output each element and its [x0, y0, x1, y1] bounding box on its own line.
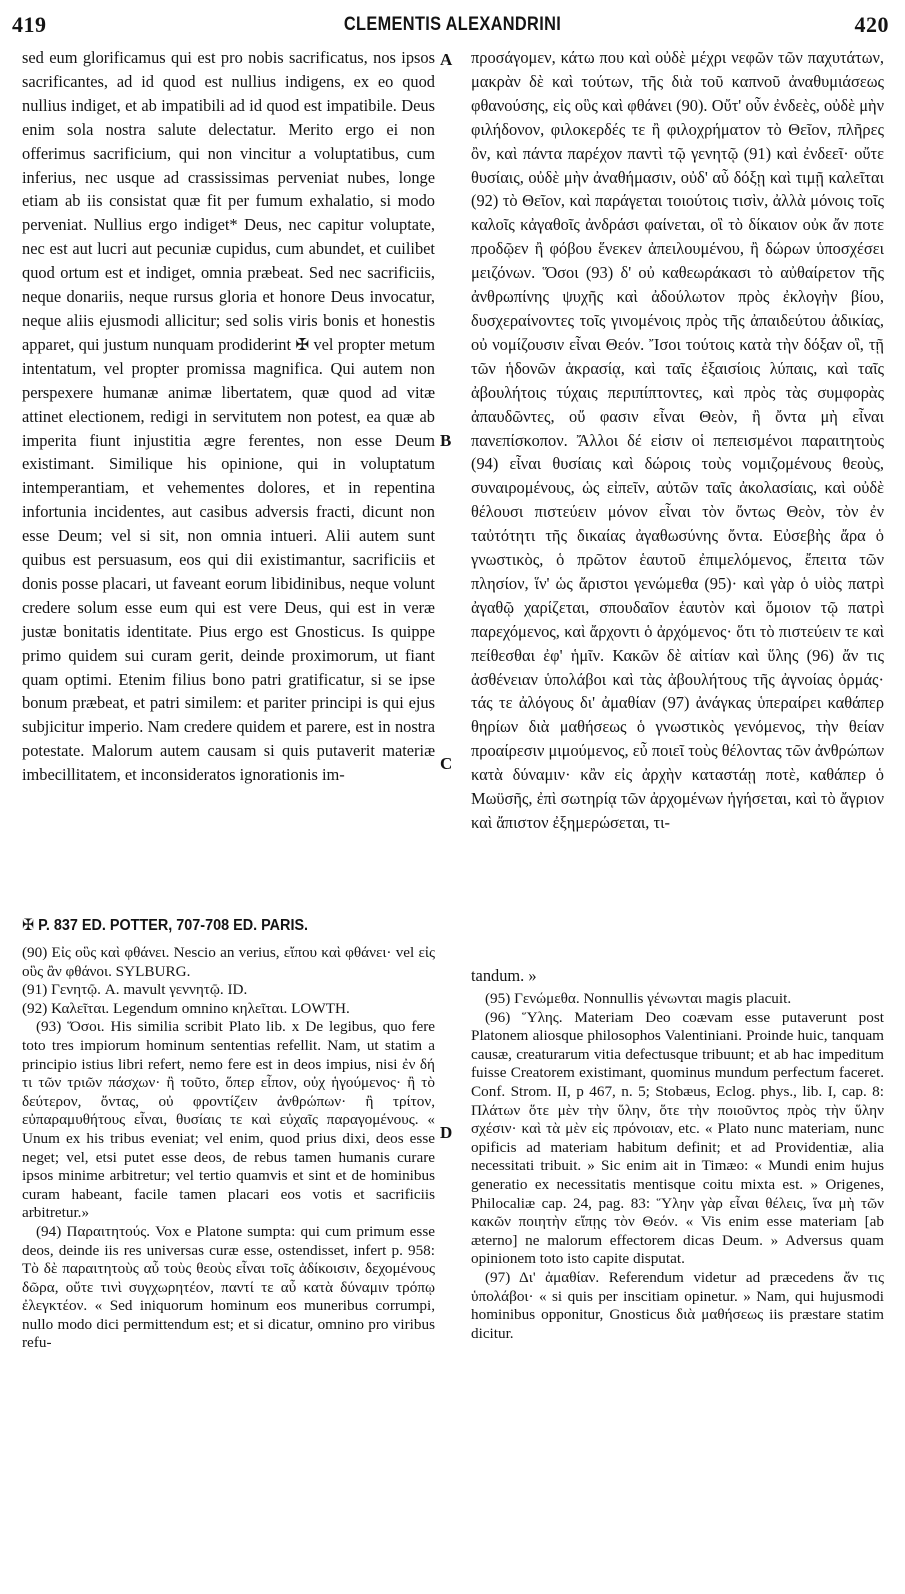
footnote-93: (93) Ὅσοι. His similia scribit Plato lib. x De legibus, quo fere toto tres impiorum hominum sententias refellit. Nam, ut statim a principio istius libri refert, nemo fere est in deos impius, nisi ἐν δή τι τῶν τριῶν πάσχων· ἢ τοῦτο, ὅπερ εἶπον, οὐχ ἡγούμενος· ἢ τὸ δεύτερον, ὄντας, οὐ φροντίζειν ἀνθρώπων· ἢ τρίτον, εὐπαραμυθήτους εἶναι, θυσίαις τε καὶ εὐχαῖς παραγομένους. « Unum ex his tribus eveniat; vel enim, quod prius dixi, deos esse neget; vel, etsi putet esse deos, de rebus tamen humanis curare ipsos minime arbitretur; vel tertio quamvis et sint et de hominibus curam habeant, facile tamen placari eos votis et sacrificiis arbitretur.»: [22, 1018, 435, 1222]
footnote-95: (95) Γενώμεθα. Nonnullis γένωνται magis placuit.: [485, 990, 792, 1007]
greek-paragraph: προσάγομεν, κάτω που καὶ οὐδὲ μέχρι νεφῶν τῶν παχυτάτων, μακρὰν δὲ καὶ τούτων, τῆς διὰ τοῦ καπνοῦ ἀναθυμιάσεως φθανούσης, εἰς οὓς καὶ φθάνει (90). Οὔτ' οὖν ἐνδεὲς, οὐδὲ μὴν φιλήδονον, φιλοκερδές τε ἢ φιλοχρήματον τὸ Θεῖον, πλῆρες ὂν, καὶ πάντα παρέχον παντὶ τῷ γενητῷ (91) καὶ ἐνδεεῖ· οὔτε θυσίαις, οὐδὲ μὴν ἀναθήμασιν, οὐδ' αὖ δόξῃ καὶ τιμῇ καλεῖται (92) τὸ Θεῖον, καὶ παράγεται τοιούτοις τισὶν, ἀλλὰ μόνοις τοῖς καλοῖς κἀγαθοῖς ἀνδράσι φαίνεται, οἳ τὸ δίκαιον οὐκ ἄν ποτε προδῷεν ἢ φόβου ἕνεκεν ἀπειλουμένου, ἢ δώρων ὑποσχέσει μειζόνων. Ὅσοι (93) δ' οὐ καθεωράκασι τὸ αὐθαίρετον τῆς ἀνθρωπίνης ψυχῆς καὶ ἀδούλωτον πρὸς ἐκλογὴν βίου, δυσχεραίνοντες τοῖς γινομένοις πρὸς τῆς ἀπαιδεύτου ἀδικίας, οὐ νομίζουσιν εἶναι Θεόν. Ἴσοι τούτοις κατὰ τὴν δόξαν οἳ, τῇ τῶν ἡδονῶν ἀκρασίᾳ, καὶ ταῖς ἐξαισίοις λύπαις, καὶ ταῖς ἀβουλήτοις τύχαις περιπίπτοντες, καὶ πρὸς τὰς συμφορὰς ἀπαυδῶντες, οὔ φασιν εἶναι Θεὸν, ἢ ὄντα μὴ εἶναι πανεπίσκοπον. Ἄλλοι δέ εἰσιν οἱ πεπεισμένοι παραιτητοὺς (94) εἶναι θυσίαις καὶ δώροις τοὺς νομιζομένους θεοὺς, συναιρομένους, ὡς εἰπεῖν, αὐτῶν ταῖς ἀκολασίαις, καὶ οὐδὲ θέλουσι πιστεύειν μόνον εἶναι τὸν ὄντως Θεὸν, τὸν ἐν ταὐτότητι τῆς δικαίας ἀγαθωσύνης ὄντα. Εὐσεβὴς ἄρα ὁ γνωστικὸς, ὁ πρῶτον ἑαυτοῦ ἐπιμελόμενος, ἔπειτα τῶν πλησίον, ἵν' ὡς ἄριστοι γενώμεθα (95)· καὶ γὰρ ὁ υἱὸς πατρὶ ἀγαθῷ χαρίζεται, σπουδαῖον ἑαυτὸν καὶ ὅμοιον τῷ πατρὶ παρεχόμενος, καὶ ἄρχοντι ὁ ἀρχόμενος· ὅτι τὸ πιστεύειν τε καὶ πείθεσθαι ἐφ' ἡμῖν. Κακῶν δὲ αἰτίαν καὶ ὕλης (96) ἄν τις ἀσθένειαν ὑπολάβοι καὶ τὰς ἀβουλήτους τῆς ἀγνοίας ὁρμάς· τάς τε ἀλόγους δι' ἀμαθίαν (97) ἀνάγκας ὑπεραίρει καθάπερ θηρίων διὰ μαθήσεως ὁ γνωστικὸς γενόμενος, τὴν θείαν προαίρεσιν μιμούμενος, εὖ ποιεῖ τοὺς θέλοντας τῶν ἀνθρώπων κατὰ δύναμιν· κἂν εἰς ἀρχὴν καταστάῃ ποτὲ, καθάπερ ὁ Μωϋσῆς, ἐπὶ σωτηρίᾳ τῶν ἀρχομένων ἡγήσεται, καὶ τὸ ἄγριον καὶ ἄπιστον ἐξημερώσεται, τι-: [471, 48, 884, 832]
edition-reference: ✠ P. 837 ED. POTTER, 707-708 ED. PARIS.: [22, 917, 309, 934]
running-title: CLEMENTIS ALEXANDRINI: [343, 14, 562, 35]
margin-letter-c: C: [440, 754, 453, 773]
latin-paragraph: sed eum glorificamus qui est pro nobis sacrificatus, nos ipsos sacrificantes, ad id quod est nullius indigens, ex eo quod nullius indiget, et ab impatibili ad id quod est impatibile. Deus enim sola nostra salute delectatur. Merito ergo ei non offerimus sacrificium, qui non vincitur a voluptatibus, cum inferius, nec usque ad crassissimas perveniat nubes, longe etiam ab iis consistat quæ fit per fumum exhalatio, si modo perveniat. Nullius ergo indiget* Deus, nec capitur voluptate, nec est aut lucri aut pecuniæ cupidus, cum abundet, et cuilibet quod ortum est et indiget, omnia præbeat. Sed nec sacrificiis, neque donariis, neque rursus gloria et honore Deus invocatur, neque aliis ejusmodi allicitur; sed solis viris bonis et honestis apparet, qui justum nunquam prodiderint ✠ vel propter metum intentatum, vel propter promissa magnifica. Qui autem non perspexere humanæ animæ libertatem, quæ quod ad vitæ attinet electionem, redigi in servitutem non potest, ea quæ ab imperita fiunt injustitia ægre ferentes, non esse Deum existimant. Similique his opinione, qui in voluptatum intemperantiam, et vehementes dolores, et in repentina infortunia incidentes, aut casibus adversis fracti, dicunt non esse Deum; vel si sit, non omnia intueri. Alii autem sunt quibus est persuasum, eos qui dii existimantur, sacrificiis et donis posse placari, ut faveant eorum libidinibus, neque volunt credere solum esse eum qui est vere Deus, qui est in veræ justæ bonitatis identitate. Pius ergo est Gnosticus. Is quippe primo quidem sui curam gerit, deinde proximorum, ut fiant quam optimi. Etenim filius bono patri gratificatur, si se ipse bonum præbeat, et patri similem: et pariter principi is qui ejus subjicitur imperio. Nam credere quidem et parere, est in nostra potestate. Malorum autem causam si quis putaverit materiæ imbecillitatem, et inconsideratos ignorationis im-: [22, 48, 435, 785]
margin-letter-a: A: [440, 50, 453, 69]
margin-letter-d: D: [440, 1123, 453, 1142]
footnote-96: (96) Ὕλης. Materiam Deo coævam esse putaverunt post Platonem aliosque philosophos Valentiniani. Proinde huic, tanquam causæ, creaturarum vitia defectusque tribuunt; et ab hac impeditum fuisse Creatorem existimant, quominus mundum perfectum faceret. Conf. Strom. II, p 467, n. 5; Stobæus, Eclog. phys., lib. I, cap. 8: Πλάτων ὅτε μὲν τὴν ὕλην, ὅτε τὴν ποιοῦντος πρὸς τὴν ὕλην σχέσιν· καὶ τὰ μὲν εἰς πρόνοιαν, etc. « Plato nunc materiam, nunc opificis ad materiam habitum definit; et ad Providentiæ, alia necessitati tribuit. » Sic enim ait in Timæo: « Mundi enim hujus generatio ex necessitatis mentisque coitu mixta est. » Origenes, Philocaliæ cap. 24, pag. 83: Ὕλην γὰρ εἶναι θέλεις, ἵνα μὴ τῶν κακῶν ποιητὴν εἴπῃς τὸν Θεόν. « Vis enim esse materiam [ab æterno] ne malorum effectorem dicas Deum. » Adversus quam opinionem toto isto capite disputat.: [471, 1008, 884, 1268]
latin-footnotes: [22, 944, 435, 1353]
margin-letter-b: B: [440, 431, 452, 450]
right-page-number: 420: [854, 12, 889, 37]
footnote-91: (91) Γενητῷ. A. mavult γεννητῷ. ID.: [22, 981, 248, 999]
footnote-90: (90) Εἰς οὓς καὶ φθάνει. Nescio an verius, εἴπου καὶ φθάνει· vel εἰς οὓς ἂν φθάνοι. SYLBURG.: [22, 944, 435, 980]
footnote-92: (92) Καλεῖται. Legendum omnino κηλεῖται. LOWTH.: [22, 999, 350, 1017]
footnote-94: (94) Παραιτητούς. Vox e Platone sumpta: qui cum primum esse deos, deinde iis res universas curæ esse, ostendisset, infert p. 958: Τὸ δὲ παραιτητοὺς αὖ τοὺς θεοὺς εἶναι τοῖς ἀδίκοισιν, δεχομένους δῶρα, οὔτε τινὶ συγχωρητέον, παντί τε αὖ κατὰ δύναμιν τρόπῳ ἐλεγκτέον. « Sed iniquorum hominum eos muneribus corrumpi, nullo modo dici permittendum est; et si dicatur, omnino pro viribus refu-: [22, 1222, 435, 1352]
latin-text-column: [22, 46, 435, 787]
left-page-number: 419: [12, 12, 47, 37]
greek-continuation: tandum. »: [471, 966, 537, 985]
footnote-97: (97) Δι' ἀμαθίαν. Referendum videtur ad præcedens ἄν τις ὑπολάβοι· « si quis per inscitiam opinetur. » Nam, qui hujusmodi hominibus opponitur, Gnosticus διὰ μαθήσεως iis præstare statim dicitur.: [471, 1268, 884, 1342]
greek-footnotes: [471, 990, 884, 1343]
running-header: [8, 12, 897, 46]
greek-text-column: [471, 46, 884, 835]
